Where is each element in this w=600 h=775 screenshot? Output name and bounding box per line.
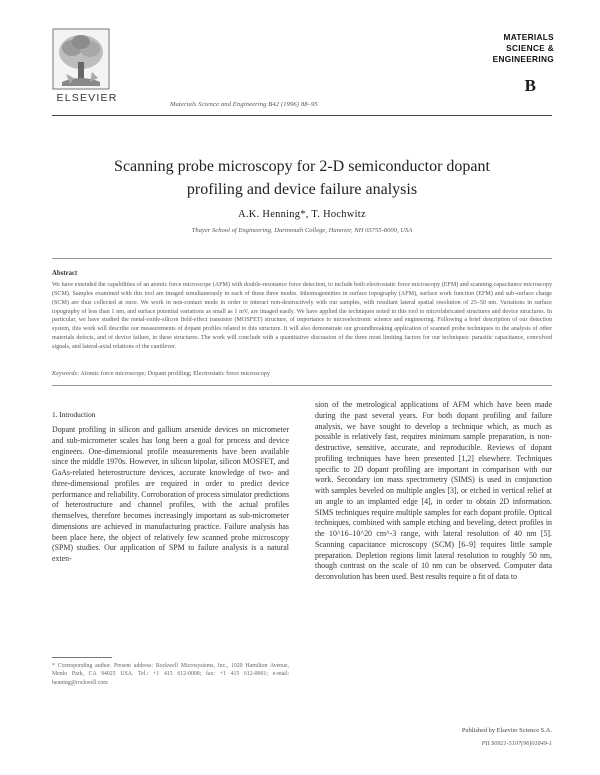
- body-column-right: sion of the metrological applications of AFM which have been made during the past several years. For both dopant profiling and failure analysis, we have sought to develop a technique which, as much as possible is relatively fast, requires minimum sample preparation, is non-destructive, sensitive, accurate, and reproducible. Reviews of dopant profiling techniques have been presented [1,2] elsewhere. Techniques specific to 2D dopant profiling are important in comparison with our work. Secondary ion mass spectrometry (SIMS) is used in conjunction with samples beveled on multiple angles [3], or etched in vertical relief at an angle to an implanted edge [4], in order to obtain 2D information. SIMS techniques require multiple samples for each dopant profile. Optical techniques, combined with sample etching and beveling, detect profiles in the 10^16–10^20 cm^-3 range, with lateral resolution of 40 nm [5]. Scanning capacitance microscopy (SCM) [6–9] requires little sample preparation. Depletion regions limit lateral resolution to roughly 50 nm, though contrast on the scale of 10 nm can be observed. Computer data deconvolution has been used. Best results require a fit of data to: [315, 400, 552, 581]
- footnote-rule: [52, 657, 112, 658]
- header-rule: [52, 115, 552, 116]
- authors: A.K. Henning*, T. Hochwitz: [238, 209, 366, 220]
- article-title: [52, 155, 552, 201]
- abstract-heading: Abstract: [52, 270, 78, 277]
- title-line-2: profiling and device failure analysis: [186, 181, 418, 198]
- corresponding-author-footnote: * Corresponding author. Present address: Rockwell Microsystems, Inc., 1020 Hamilton Avenue, Menlo Park, CA 94025 USA. Tel.: +1 415 612-0000; fax: +1 415 612-0001; e-mail: henning@rockwell.com: [52, 663, 289, 686]
- keywords: [52, 370, 552, 377]
- journal-citation: Materials Science and Engineering B42 (1996) 88–95: [170, 101, 318, 108]
- journal-name-line-3: ENGINEERING: [492, 54, 554, 64]
- footer-publisher: Published by Elsevier Science S.A.: [461, 727, 552, 734]
- abstract-rule: [52, 385, 552, 386]
- title-line-1: Scanning probe microscopy for 2-D semiconductor dopant: [114, 158, 490, 175]
- keywords-label: Keywords:: [52, 370, 80, 377]
- journal-section-letter: B: [524, 76, 536, 95]
- keywords-list: Atomic force microscope; Dopant profiling; Electrostatic force microscopy: [80, 370, 271, 377]
- journal-name-line-1: MATERIALS: [503, 32, 554, 42]
- footer-pii: PII S0921-5107(96)01849-1: [481, 740, 552, 747]
- abstract-text: We have extended the capabilities of an atomic force microscope (AFM) with double-resonance force detection, to include both electrostatic force microscopy (EFM) and scanning capacitance microscopy (SCM). Samples examined with this tool are imaged simultaneously in each of these three modes. Inhomogeneities in surface topography (AFM), surface work function (EFM) and sub-surface charge (SCM) are thus collected at once. We work in non-contact mode in order to interact non-destructively with our samples, with resultant lateral spatial resolution of 25–50 nm. Variations in surface topography of less than 1 nm, and surface potential variations as small as 1 mV, are imaged easily. We have applied the techniques noted in this tool to microfabricated structures and device structures. In particular, we have studied the metal-oxide-silicon field-effect transistor (MOSFET) structure, of importance to microelectronic science and engineering. Following a brief description of our detection system, this work will describe our measurements of dopant profiles related to this structure. It will also demonstrate our groundbreaking application of scanned probe techniques to the analysis of other materials defects, and of device failure, in these structures. The work will conclude with a quantitative discussion of the three most limiting factors for our techniques: parasitic capacitance, convolved signals, and lateral-axial relations of the cantilever.: [52, 282, 552, 350]
- body-column-left: Dopant profiling in silicon and gallium arsenide devices on micrometer and sub-micrometer scales has long been a goal for process and device engineers. One-dimensional profile measurements have been available since the middle 1970s. However, in silicon bipolar, silicon MOSFET, and GaAs-related heterostructure devices, accurate knowledge of two- and three-dimensional profiles are required in order to predict device performance and reliability. Corroboration of process simulator predictions of heterostructure and channel profiles, with the actual profiles themselves, therefore becomes increasingly important as sub-micrometer dimensions are achieved in manufacturing practice. Failure analysis has been place here, the object of relatively few scanned probe microscopy (SPM) studies. Our application of SPM to failure analysis is a natural exten-: [52, 425, 289, 563]
- affiliation: Thayer School of Engineering, Dartmouth College, Hanover, NH 03755-8000, USA: [191, 227, 413, 234]
- journal-name-line-2: SCIENCE &: [506, 43, 554, 53]
- journal-name-block: [470, 30, 554, 102]
- elsevier-tree-logo: [52, 28, 110, 90]
- title-rule: [52, 258, 552, 259]
- section-heading-introduction: 1. Introduction: [52, 410, 96, 419]
- publisher-name: ELSEVIER: [56, 92, 118, 104]
